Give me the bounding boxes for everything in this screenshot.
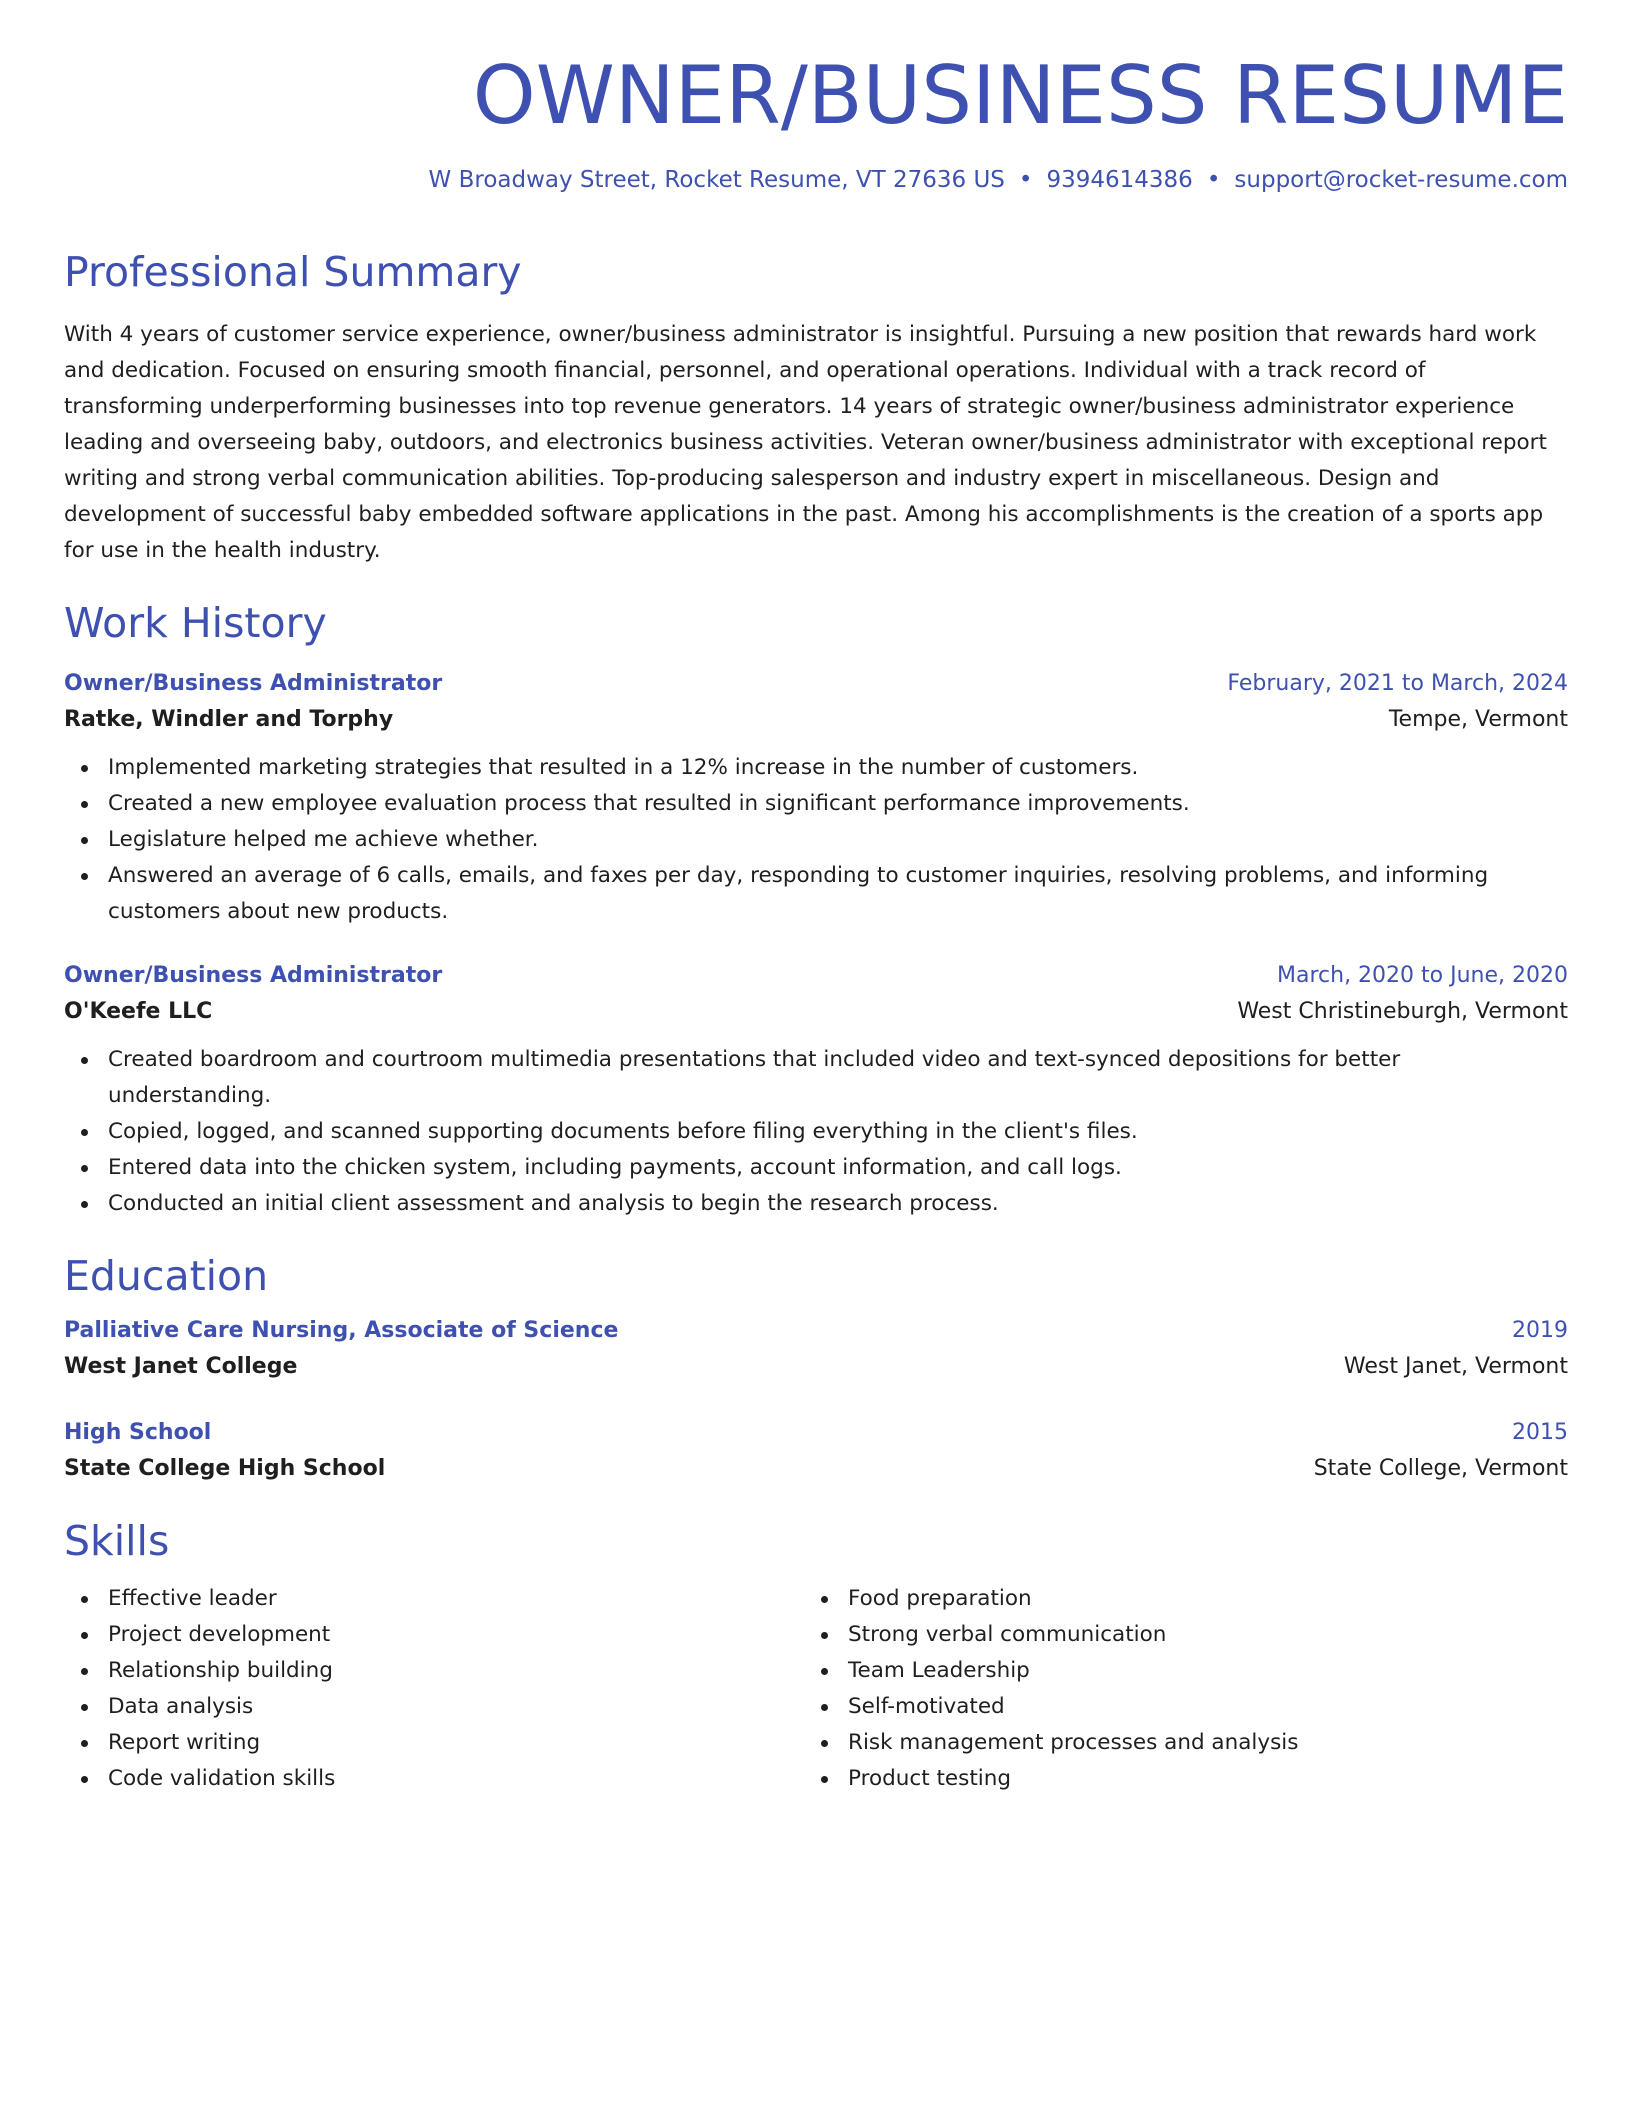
- skill-item: Team Leadership: [804, 1653, 1564, 1689]
- job-company: O'Keefe LLC: [64, 999, 213, 1025]
- skill-item: Code validation skills: [64, 1761, 804, 1797]
- skills-list-right: [804, 1581, 1564, 1797]
- job-header-row: [64, 666, 1568, 702]
- education-entry: [64, 1415, 1568, 1487]
- job-dates: February, 2021 to March, 2024: [1227, 671, 1568, 697]
- job-bullets: [64, 750, 1568, 930]
- education-header-row: [64, 1313, 1568, 1349]
- job-header-row: [64, 958, 1568, 994]
- education-location: State College, Vermont: [1313, 1456, 1568, 1482]
- skill-item: Product testing: [804, 1761, 1564, 1797]
- education-heading: Education: [64, 1252, 269, 1301]
- skill-item: Risk management processes and analysis: [804, 1725, 1564, 1761]
- education-degree: Palliative Care Nursing, Associate of Science: [64, 1318, 619, 1344]
- skill-item: Effective leader: [64, 1581, 804, 1617]
- skills-list-left: [64, 1581, 804, 1797]
- skill-item: Report writing: [64, 1725, 804, 1761]
- contact-separator: •: [1018, 167, 1033, 193]
- job-bullet: Conducted an initial client assessment and analysis to begin the research process.: [64, 1186, 1568, 1222]
- education-location: West Janet, Vermont: [1343, 1354, 1568, 1380]
- resume-title: OWNER/BUSINESS RESUME: [472, 49, 1568, 142]
- job-location: West Christineburgh, Vermont: [1237, 999, 1568, 1025]
- skill-item: Project development: [64, 1617, 804, 1653]
- skills-columns: [64, 1581, 1568, 1797]
- job-bullet: Created boardroom and courtroom multimedia presentations that included video and text-synced depositions for better understanding.: [64, 1042, 1568, 1114]
- education-degree: High School: [64, 1420, 212, 1446]
- job-bullet: Answered an average of 6 calls, emails, and faxes per day, responding to customer inquiries, resolving problems, and informing customers about new products.: [64, 858, 1568, 930]
- job-location: Tempe, Vermont: [1388, 707, 1568, 733]
- skill-item: Relationship building: [64, 1653, 804, 1689]
- education-entry: [64, 1313, 1568, 1385]
- skills-heading: Skills: [64, 1517, 170, 1566]
- job-company-row: [64, 994, 1568, 1030]
- job-company-row: [64, 702, 1568, 738]
- contact-separator: •: [1206, 167, 1221, 193]
- job-bullet: Legislature helped me achieve whether.: [64, 822, 1568, 858]
- summary-heading: Professional Summary: [64, 247, 522, 296]
- job-role: Owner/Business Administrator: [64, 671, 443, 697]
- education-school-row: [64, 1451, 1568, 1487]
- job-bullet: Created a new employee evaluation process that resulted in significant performance improvements.: [64, 786, 1568, 822]
- contact-address: W Broadway Street, Rocket Resume, VT 27636 US: [428, 167, 1005, 193]
- education-school-row: [64, 1349, 1568, 1385]
- summary-text: With 4 years of customer service experience, owner/business administrator is insightful. Pursuing a new position that rewards hard work and dedication. Focused on ensuring smooth financial, personnel, and operational operations. Individual with a track record of transforming underperforming businesses into top revenue generators. 14 years of strategic owner/business administrator experience leading and overseeing baby, outdoors, and electronics business activities. Veteran owner/business administrator with exceptional report writing and strong verbal communication abilities. Top-producing salesperson and industry expert in miscellaneous. Design and development of successful baby embedded software applications in the past. Among his accomplishments is the creation of a sports app for use in the health industry.: [64, 322, 1547, 564]
- job-dates: March, 2020 to June, 2020: [1277, 963, 1568, 989]
- job-role: Owner/Business Administrator: [64, 963, 443, 989]
- job-bullet: Entered data into the chicken system, including payments, account information, and call logs.: [64, 1150, 1568, 1186]
- job-entry: [64, 666, 1568, 930]
- contact-phone: 9394614386: [1046, 167, 1193, 193]
- skill-item: Self-motivated: [804, 1689, 1564, 1725]
- job-bullets: [64, 1042, 1568, 1222]
- education-year: 2015: [1512, 1420, 1568, 1446]
- work-history-heading: Work History: [64, 599, 327, 648]
- skill-item: Data analysis: [64, 1689, 804, 1725]
- job-bullet: Copied, logged, and scanned supporting documents before filing everything in the client's files.: [64, 1114, 1568, 1150]
- education-header-row: [64, 1415, 1568, 1451]
- job-company: Ratke, Windler and Torphy: [64, 707, 394, 733]
- skill-item: Food preparation: [804, 1581, 1564, 1617]
- education-school: State College High School: [64, 1456, 386, 1482]
- job-entry: [64, 958, 1568, 1222]
- education-school: West Janet College: [64, 1354, 298, 1380]
- contact-email[interactable]: support@rocket-resume.com: [1234, 167, 1568, 193]
- skill-item: Strong verbal communication: [804, 1617, 1564, 1653]
- education-year: 2019: [1512, 1318, 1568, 1344]
- contact-line: [64, 166, 1568, 196]
- job-bullet: Implemented marketing strategies that resulted in a 12% increase in the number of customers.: [64, 750, 1568, 786]
